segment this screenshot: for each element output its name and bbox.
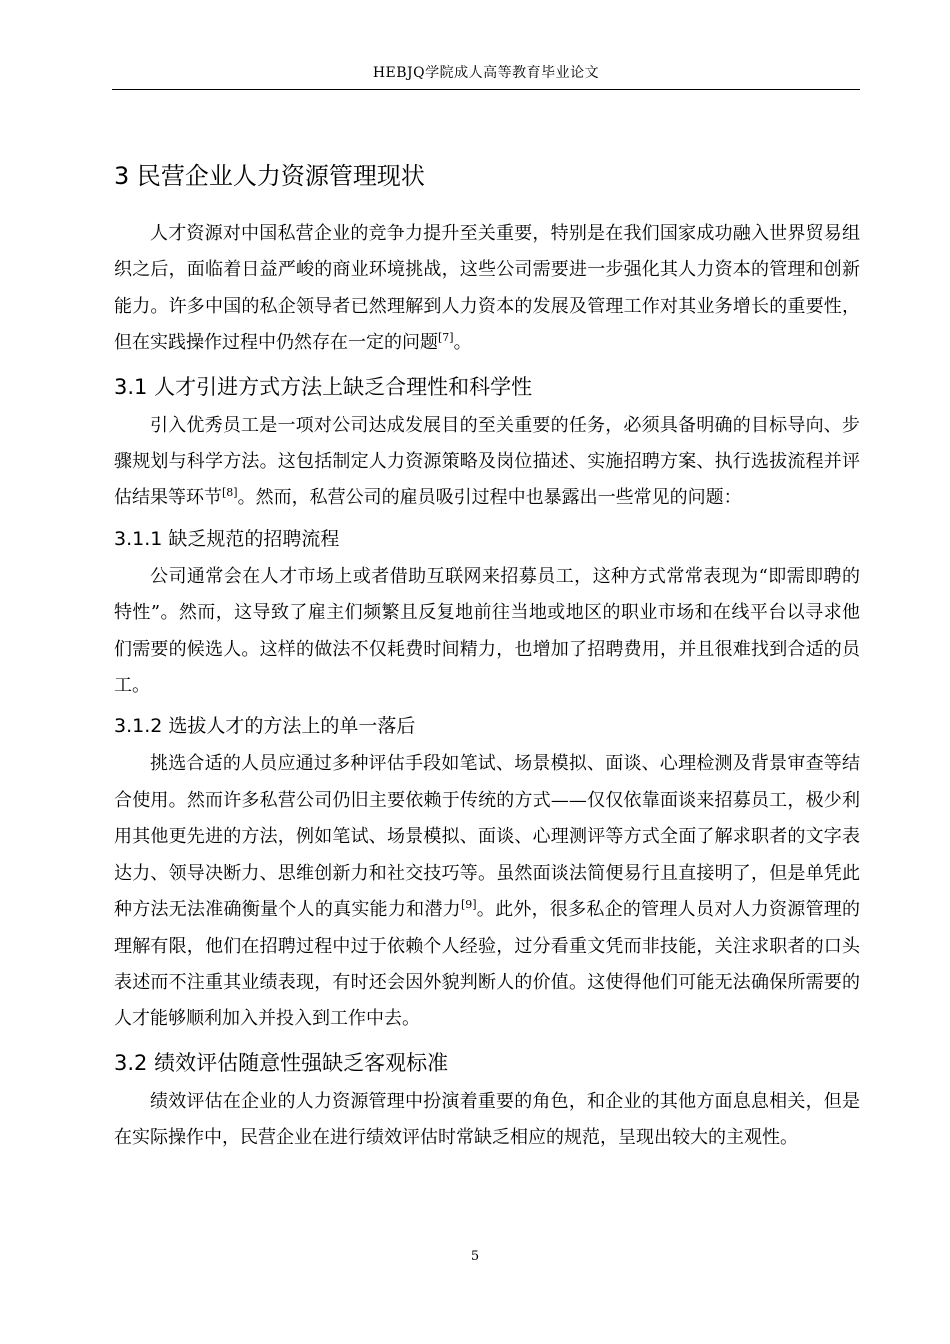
- section-3-2-title: 3.2 绩效评估随意性强缺乏客观标准: [114, 1050, 449, 1075]
- chapter-title: 3 民营企业人力资源管理现状: [114, 162, 425, 190]
- running-header: HEBJQ学院成人高等教育毕业论文: [372, 65, 600, 81]
- section-3-1-2-text: 挑选合适的人员应通过多种评估手段如笔试、场景模拟、面谈、心理检测及背景审查等结合使用。然而许多私营公司仍旧主要依赖于传统的方式——仅仅依靠面谈来招募员工，极少利用其他更先进的方法，例如笔试、场景模拟、面谈、心理测评等方式全面了解求职者的文字表达力、领导决断力、思维创新力和社交技巧等。虽然面谈法简便易行且直接明了，但是单凭此种方法无法准确衡量个人的真实能力和潜力: [114, 753, 860, 921]
- section-3-1-2-tail: 。此外，很多私企的管理人员对人力资源管理的理解有限，他们在招聘过程中过于依赖个人经验，过分看重文凭而非技能，关注求职者的口头表述而不注重其业绩表现，有时还会因外貌判断人的价值。这使得他们可能无法确保所需要的人才能够顺利加入并投入到工作中去。: [114, 899, 861, 1030]
- header-divider: [112, 89, 860, 90]
- citation-7: [7]: [438, 331, 454, 345]
- citation-9: [9]: [460, 898, 477, 912]
- main-content: [114, 156, 860, 1157]
- section-3-1-2-paragraph: [114, 746, 860, 1037]
- section-3-2-paragraph: 绩效评估在企业的人力资源管理中扮演着重要的角色，和企业的其他方面息息相关，但是在实际操作中，民营企业在进行绩效评估时常缺乏相应的规范，呈现出较大的主观性。: [114, 1090, 860, 1149]
- citation-8: [8]: [222, 486, 238, 500]
- section-3-1-paragraph: [114, 408, 860, 517]
- section-3-1-tail: 。然而，私营公司的雇员吸引过程中也暴露出一些常见的问题：: [237, 487, 742, 509]
- page-number: 5: [470, 1249, 480, 1264]
- section-3-1-2-title: 3.1.2 选拔人才的方法上的单一落后: [114, 715, 416, 738]
- section-3-1-1-paragraph: 公司通常会在人才市场上或者借助互联网来招募员工，这种方式常常表现为“即需即聘的特性”。然而，这导致了雇主们频繁且反复地前往当地或地区的职业市场和在线平台以寻求他们需要的候选人。这样的做法不仅耗费时间精力，也增加了招聘费用，并且很难找到合适的员工。: [114, 565, 860, 697]
- section-3-1-1-title: 3.1.1 缺乏规范的招聘流程: [114, 527, 340, 550]
- section-3-1-title: 3.1 人才引进方式方法上缺乏合理性和科学性: [114, 374, 533, 399]
- intro-text: 人才资源对中国私营企业的竞争力提升至关重要，特别是在我们国家成功融入世界贸易组织之后，面临着日益严峻的商业环境挑战，这些公司需要进一步强化其人力资本的管理和创新能力。许多中国的私企领导者已然理解到人力资本的发展及管理工作对其业务增长的重要性，但在实践操作过程中仍然存在一定的问题: [114, 223, 860, 354]
- section-3-1-text: 引入优秀员工是一项对公司达成发展目的至关重要的任务，必须具备明确的目标导向、步骤规划与科学方法。这包括制定人力资源策略及岗位描述、实施招聘方案、执行选拔流程并评估结果等环节: [114, 414, 860, 509]
- intro-tail: 。: [453, 332, 472, 354]
- intro-paragraph: [114, 216, 860, 362]
